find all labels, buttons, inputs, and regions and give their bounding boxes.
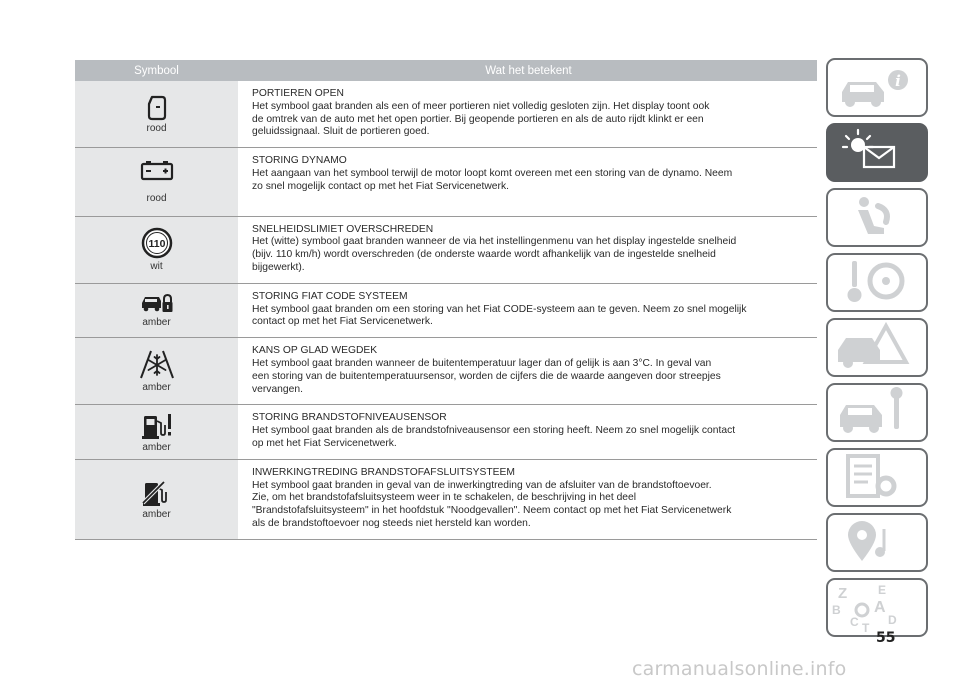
header-symbol: Symbool xyxy=(134,64,179,77)
row-title: STORING FIAT CODE SYSTEEM xyxy=(252,290,408,302)
snowflake-road-icon xyxy=(139,350,175,380)
tab-starting-driving[interactable] xyxy=(826,253,928,312)
color-label: amber xyxy=(142,316,171,328)
index-letter: Z xyxy=(838,585,848,602)
warning-light-envelope-icon xyxy=(828,125,926,180)
speed-limit-value: 110 xyxy=(148,238,165,251)
symbol-cell xyxy=(75,148,238,215)
table-row xyxy=(75,460,817,540)
fuel-cutoff-icon xyxy=(142,479,172,507)
row-text: Het symbool gaat branden als een of meer portieren niet volledig gesloten zijn. Het display toont ook xyxy=(252,100,710,112)
row-text: op met het Fiat Servicenetwerk. xyxy=(252,437,397,449)
index-letter: B xyxy=(832,603,841,617)
tab-maintenance[interactable] xyxy=(826,383,928,442)
row-text: Het symbool gaat branden in geval van de inwerkingtreding van de afsluiter van de brandstoftoevoer. xyxy=(252,479,712,491)
table-row xyxy=(75,81,817,148)
row-text: Het symbool gaat branden wanneer de buitentemperatuur lager dan of gelijk is aan 3°C. In geval van xyxy=(252,357,712,369)
row-text: vervangen. xyxy=(252,383,303,395)
color-label: amber xyxy=(142,381,171,393)
meaning-cell xyxy=(238,460,817,539)
map-pin-music-icon xyxy=(828,515,926,570)
chapter-tabs xyxy=(826,58,928,643)
index-letter: D xyxy=(888,613,897,627)
car-info-icon xyxy=(828,60,926,115)
car-lock-icon xyxy=(140,293,174,315)
watermark: carmanualsonline.info xyxy=(632,658,847,680)
row-text: "Brandstofafsluitsysteem" in het hoofdstuk "Noodgevallen". Neem contact op met het Fiat Servicenetwerk xyxy=(252,505,732,517)
meaning-cell xyxy=(238,81,817,147)
tab-emergency[interactable] xyxy=(826,318,928,377)
svg-text:i: i xyxy=(895,72,901,90)
meaning-cell xyxy=(238,148,817,215)
row-title: STORING DYNAMO xyxy=(252,155,347,167)
speed-limit-110-icon xyxy=(141,227,173,259)
color-label: wit xyxy=(150,261,163,273)
color-label: amber xyxy=(142,441,171,453)
table-row xyxy=(75,217,817,284)
row-text: een storing van de buitentemperatuursensor, worden de cijfers die de waarde aangeven door streepjes xyxy=(252,370,721,382)
color-label: rood xyxy=(146,122,167,134)
row-text: contact op met het Fiat Servicenetwerk. xyxy=(252,316,433,328)
row-text: Zie, om het brandstofafsluitsysteem weer in te schakelen, de beschrijving in het deel xyxy=(252,492,637,504)
warning-lights-table xyxy=(75,60,817,540)
index-letter: A xyxy=(874,599,886,616)
table-row xyxy=(75,405,817,459)
index-letter: T xyxy=(862,621,870,635)
table-row xyxy=(75,148,817,216)
index-letter: E xyxy=(878,583,887,597)
table-row xyxy=(75,284,817,338)
row-title: KANS OP GLAD WEGDEK xyxy=(252,345,378,357)
row-text: Het symbool gaat branden om een storing van het Fiat CODE-systeem aan te geven. Neem zo snel mogelijk xyxy=(252,303,747,315)
alphabet-index-icon xyxy=(828,580,926,635)
symbol-cell xyxy=(75,338,238,404)
meaning-cell xyxy=(238,217,817,283)
page-number: 55 xyxy=(876,630,896,646)
key-steering-wheel-icon xyxy=(828,255,926,310)
row-text: bijgewerkt). xyxy=(252,261,305,273)
row-text: Het symbool gaat branden als de brandstofniveausensor een storing heeft. Neem zo snel mogelijk contact xyxy=(252,425,736,437)
tab-index[interactable] xyxy=(826,578,928,637)
color-label: rood xyxy=(146,193,167,205)
fuel-warning-icon xyxy=(141,412,173,440)
index-letter: C xyxy=(850,615,859,629)
battery-icon xyxy=(140,159,174,181)
table-row xyxy=(75,338,817,405)
tab-safety[interactable] xyxy=(826,188,928,247)
spec-sheet-gear-icon xyxy=(828,450,926,505)
seat-airbag-icon xyxy=(828,190,926,245)
row-title: INWERKINGTREDING BRANDSTOFAFSLUITSYSTEEM xyxy=(252,466,515,478)
symbol-cell xyxy=(75,460,238,539)
symbol-cell xyxy=(75,405,238,458)
row-title: PORTIEREN OPEN xyxy=(252,88,344,99)
door-open-icon xyxy=(146,95,168,121)
symbol-cell xyxy=(75,217,238,283)
tab-multimedia[interactable] xyxy=(826,513,928,572)
row-text: (bijv. 110 km/h) wordt overschreden (de onderste waarde wordt afhankelijk van de ingestelde snelheid xyxy=(252,249,716,261)
header-meaning: Wat het betekent xyxy=(485,64,572,77)
tab-technical-data[interactable] xyxy=(826,448,928,507)
meaning-cell xyxy=(238,405,817,458)
row-text: als de brandstoftoevoer nog steeds niet hersteld kan worden. xyxy=(252,517,531,529)
tab-car-info[interactable] xyxy=(826,58,928,117)
row-text: Het aangaan van het symbool terwijl de motor loopt komt overeen met een storing van de dynamo. Neem xyxy=(252,167,733,179)
meaning-cell xyxy=(238,284,817,337)
symbol-cell xyxy=(75,284,238,337)
table-header xyxy=(75,60,817,81)
symbol-cell xyxy=(75,81,238,147)
row-title: STORING BRANDSTOFNIVEAUSENSOR xyxy=(252,412,447,424)
row-text: Het (witte) symbool gaat branden wanneer de via het instellingenmenu van het display ingestelde snelheid xyxy=(252,236,737,248)
row-text: de omtrek van de auto met het open portier. Bij geopende portieren en als de auto rijdt klinkt er een xyxy=(252,113,704,125)
row-title: SNELHEIDSLIMIET OVERSCHREDEN xyxy=(252,223,434,235)
row-text: zo snel mogelijk contact op met het Fiat Servicenetwerk. xyxy=(252,180,509,192)
row-text: geluidssignaal. Sluit de portieren goed. xyxy=(252,126,430,138)
meaning-cell xyxy=(238,338,817,404)
car-accident-icon xyxy=(828,320,926,375)
tab-warning-lights[interactable] xyxy=(826,123,928,182)
color-label: amber xyxy=(142,508,171,520)
car-wrench-icon xyxy=(828,385,926,440)
